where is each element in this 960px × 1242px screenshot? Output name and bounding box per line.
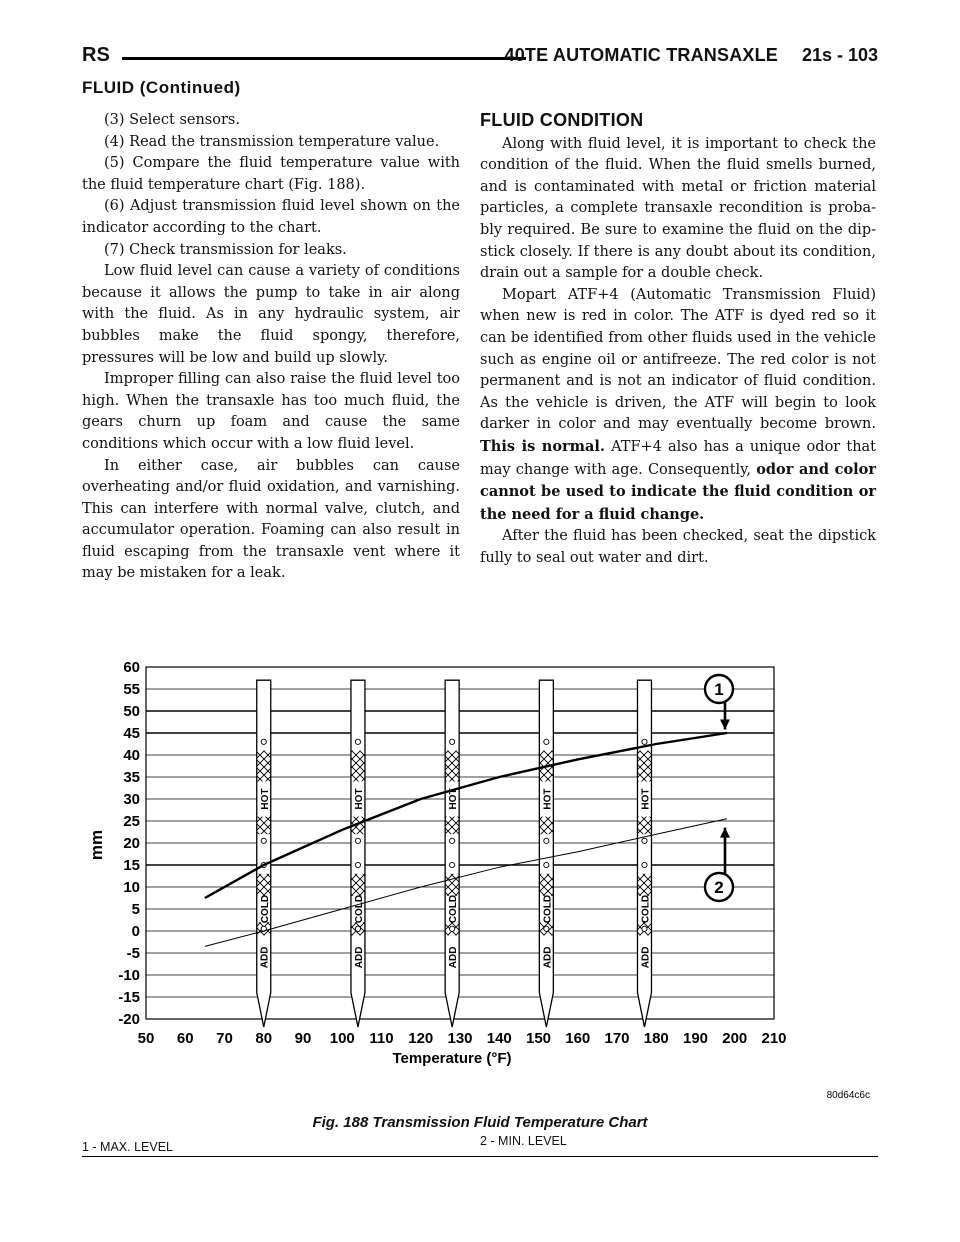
dipstick-add-label: ADD [448,946,460,969]
legend-min-level: 2 - MIN. LEVEL [480,1134,567,1148]
y-tick-label: 30 [123,791,140,808]
page-number: 21s - 103 [801,45,878,65]
dipstick-body [637,680,651,1027]
dipstick-add-label: ADD [259,946,271,969]
left-column [82,110,460,585]
x-tick-label: 100 [329,1030,355,1047]
dipstick-hot-label: HOT [542,788,554,810]
dipstick-hole [261,739,266,744]
dipstick-hot-label: HOT [353,788,365,810]
callout-arrowhead [720,719,730,729]
y-tick-label: -15 [118,989,140,1006]
header-rule [122,57,526,60]
y-tick-label: -5 [126,945,140,962]
dipstick-hot-hatch [637,751,651,782]
callout-1 [705,675,733,729]
dipstick-hot-hatch [539,817,553,835]
step-5: (5) Compare the fluid temperature value with the fluid temperature chart (Fig. 188). [82,155,460,193]
dipstick-hot-hatch [445,751,459,782]
dipstick [637,680,651,1027]
legend-max-level: 1 - MAX. LEVEL [82,1140,174,1154]
dipstick [539,680,553,1027]
dipstick-body [257,680,271,1027]
y-tick-label: -20 [118,1011,140,1028]
dipstick-body [539,680,553,1027]
x-tick-label: 60 [176,1030,194,1047]
dipstick-cold-hatch [257,874,271,896]
dipstick-cold-label: COLD [640,894,652,924]
y-tick-label: 35 [123,769,140,786]
dipstick-hot-label: HOT [259,788,271,810]
atf-text-b: ATF+4 also has a unique odor that may change with age. Consequently, [480,438,877,478]
dipstick-hole [355,862,360,867]
atf-bold-normal: This is normal. [480,437,605,455]
page-header [82,44,878,70]
dipstick [257,680,271,1027]
x-tick-label: 170 [604,1030,630,1047]
dipstick-hole [642,862,647,867]
dipstick-hot-hatch [257,751,271,782]
header-title: 40TE AUTOMATIC TRANSAXLE [504,45,778,65]
dipstick-hole [355,926,360,931]
dipstick-hot-hatch [257,817,271,835]
dipstick-add-label: ADD [640,946,652,969]
dipstick-hole [544,926,549,931]
x-tick-label: 80 [255,1030,273,1047]
x-tick-label: 160 [565,1030,591,1047]
y-tick-label: 50 [123,703,140,720]
y-tick-label: 60 [123,659,140,676]
y-tick-label: 5 [131,901,140,918]
dipstick-hole [355,739,360,744]
dipstick-cold-hatch [351,874,365,896]
x-tick-label: 210 [761,1030,787,1047]
section-title: FLUID (Continued) [82,78,241,97]
dipstick-hole [261,838,266,843]
x-tick-label: 150 [525,1030,552,1047]
dipstick-hole [450,739,455,744]
dipstick-hole [355,838,360,843]
paragraph-air-bubbles: In either case, air bubbles can cause overheating and/or fluid oxidation, and varnishing. This can interfere with normal valve, clutch, and accumulator operation. Foaming can also result in fluid escaping from the transaxle vent where it may be mistaken for a leak. [82,457,460,582]
dipstick-hole [544,838,549,843]
x-axis-label: Temperature (°F) [392,1050,512,1067]
dipstick-hole [544,739,549,744]
y-tick-label: 20 [123,835,140,852]
dipstick-hole [642,926,647,931]
x-tick-label: 90 [294,1030,312,1047]
atf-text-a: Mopart ATF+4 (Automatic Transmission Fluid) when new is red in color. The ATF is dyed red so it can be identified from other fluids used in the vehicle such as engine oil or antifreeze. The red color is not permanent and is not an indicator of fluid condition. As the vehicle is driven, the ATF will begin to look darker in color and may eventually become brown. [480,286,876,433]
y-tick-label: 25 [123,813,140,830]
dipstick-cold-label: COLD [448,894,460,924]
y-tick-label: -10 [118,967,140,984]
dipstick-hole [450,862,455,867]
callout-arrowhead [720,828,730,838]
dipstick-cold-label: COLD [259,894,271,924]
dipstick-hole [450,838,455,843]
fluid-temperature-chart [80,655,880,1105]
figure-code: 80d64c6c [826,1090,870,1101]
figure-caption: Fig. 188 Transmission Fluid Temperature Chart [312,1114,648,1131]
fluid-condition-heading: FLUID CONDITION [480,110,644,130]
y-tick-label: 15 [123,857,140,874]
header-section-code: RS [82,44,110,66]
dipstick-body [351,680,365,1027]
dipstick-cold-hatch [637,874,651,896]
dipstick-hot-hatch [637,817,651,835]
chart-svg [80,655,880,1105]
y-tick-label: 0 [131,923,140,940]
dipstick-add-label: ADD [353,946,365,969]
dipstick-hole [642,838,647,843]
paragraph-low-fluid: Low fluid level can cause a variety of conditions because it allows the pump to take in air along with the fluid. As in any hydraulic system, air bubbles make the fluid spongy, therefore, pressures will be low and build up slowly. [82,263,460,366]
step-4: (4) Read the transmission temperature value. [104,133,440,150]
footer-rule [82,1156,878,1157]
dipstick-hot-label: HOT [640,788,652,810]
dipstick [351,680,365,1027]
dipstick-add-label: ADD [542,946,554,969]
y-tick-label: 45 [123,725,140,742]
y-tick-label: 10 [123,879,140,896]
dipstick-hole [544,862,549,867]
paragraph-overfill: Improper filling can also raise the fluid level too high. When the transaxle has too much fluid, the gears churn up foam and cause the same conditions which occur with a low fluid level. [82,371,460,452]
atf-bold-warning: odor and color cannot be used to indicate the fluid condition or the need for a fluid change. [480,460,876,523]
x-tick-label: 70 [216,1030,233,1047]
dipstick-cold-label: COLD [542,894,554,924]
dipstick-cold-hatch [445,874,459,896]
callout-number: 1 [714,680,724,699]
x-tick-label: 180 [643,1030,669,1047]
x-tick-label: 200 [722,1030,748,1047]
dipstick-hole [642,739,647,744]
right-column [480,110,876,569]
paragraph-atf [480,285,876,527]
dipstick [445,680,459,1027]
step-7: (7) Check transmission for leaks. [104,241,347,258]
x-tick-label: 140 [486,1030,512,1047]
dipstick-hole [450,926,455,931]
dipstick-cold-hatch [539,874,553,896]
x-tick-label: 190 [682,1030,709,1047]
dipstick-hot-label: HOT [448,788,460,810]
dipstick-body [445,680,459,1027]
step-3: (3) Select sensors. [104,112,240,128]
y-tick-label: 55 [123,681,140,698]
x-tick-label: 130 [447,1030,473,1047]
paragraph-fluid-condition: Along with fluid level, it is important to check the condition of the fluid. When the fluid smells burned, and is contaminated with metal or friction material particles, a complete transaxle recondition is proba- bly required. Be sure to examine the fluid on the dip- stick closely. If there is any doubt about its condition, drain out a sample for a double check. [480,135,876,282]
step-6: (6) Adjust transmission fluid level shown on the indicator according to the chart. [82,198,460,236]
dipstick-hot-hatch [351,751,365,782]
y-axis-label: mm [87,829,106,861]
x-tick-label: 120 [408,1030,434,1047]
paragraph-seat-dipstick: After the fluid has been checked, seat the dipstick fully to seal out water and dirt. [480,528,876,566]
callout-number: 2 [714,878,724,897]
x-tick-label: 50 [137,1030,155,1047]
x-tick-label: 110 [369,1030,394,1047]
dipstick-cold-label: COLD [353,894,365,924]
dipstick-hot-hatch [445,817,459,835]
y-tick-label: 40 [123,747,140,764]
